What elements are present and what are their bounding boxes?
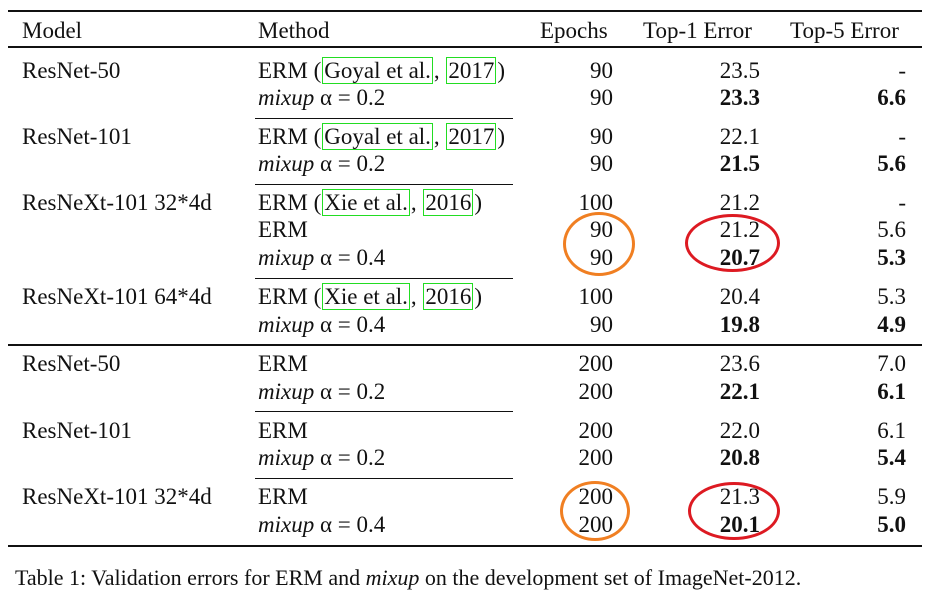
header-top-1-error: Top-1 Error xyxy=(643,18,752,43)
group-rule xyxy=(8,344,922,346)
method-cell: mixup α = 0.2 xyxy=(258,445,386,470)
citation-year-link[interactable]: 2016 xyxy=(425,190,472,215)
citation-author-link[interactable]: Xie et al. xyxy=(324,284,408,309)
top5-cell: 6.1 xyxy=(877,418,906,443)
top1-cell: 23.5 xyxy=(719,58,760,83)
citation-year-link[interactable]: 2016 xyxy=(425,284,472,309)
top1-cell: 21.2 xyxy=(719,190,760,215)
top5-cell: 5.9 xyxy=(877,484,906,509)
epochs-cell: 90 xyxy=(590,124,613,149)
subgroup-rule xyxy=(255,184,513,185)
bottom-rule xyxy=(8,545,922,547)
header-method: Method xyxy=(258,18,330,43)
top5-cell: 5.0 xyxy=(877,512,906,537)
epochs-cell: 90 xyxy=(590,85,613,110)
epochs-cell: 90 xyxy=(590,245,613,270)
epochs-cell: 200 xyxy=(578,351,613,376)
method-cell: mixup α = 0.2 xyxy=(258,151,386,176)
top1-cell: 21.2 xyxy=(719,217,760,242)
epochs-cell: 100 xyxy=(578,190,613,215)
top5-cell: 5.6 xyxy=(877,217,906,242)
method-cell: ERM ( Goyal et al. , 2017 ) xyxy=(258,58,506,83)
epochs-cell: 200 xyxy=(578,418,613,443)
model-cell: ResNet-101 xyxy=(22,124,132,149)
subgroup-rule xyxy=(255,118,513,119)
method-cell: ERM ( Xie et al. , 2016 ) xyxy=(258,190,483,215)
method-cell: mixup α = 0.2 xyxy=(258,379,386,404)
method-cell: ERM xyxy=(258,351,308,376)
citation-year-link[interactable]: 2017 xyxy=(448,124,495,149)
table-caption: Table 1: Validation errors for ERM and mixup on the development set of ImageNet-2012. xyxy=(15,565,802,590)
top5-cell: - xyxy=(898,58,906,83)
top5-cell: 5.6 xyxy=(877,151,906,176)
epochs-cell: 90 xyxy=(590,151,613,176)
top5-cell: - xyxy=(898,124,906,149)
orange-circle-annotation xyxy=(563,212,635,276)
header-top-5-error: Top-5 Error xyxy=(790,18,899,43)
epochs-cell: 90 xyxy=(590,217,613,242)
top1-cell: 22.1 xyxy=(719,124,760,149)
top1-cell: 20.8 xyxy=(719,445,760,470)
subgroup-rule xyxy=(255,278,513,279)
subgroup-rule xyxy=(255,411,513,412)
orange-circle-annotation xyxy=(560,481,630,541)
top-rule xyxy=(8,10,922,12)
epochs-cell: 90 xyxy=(590,58,613,83)
epochs-cell: 200 xyxy=(578,484,613,509)
method-cell: ERM xyxy=(258,418,308,443)
top1-cell: 23.3 xyxy=(719,85,760,110)
header-rule xyxy=(8,46,922,48)
epochs-cell: 200 xyxy=(578,512,613,537)
red-circle-annotation xyxy=(688,482,780,540)
method-cell: ERM ( Goyal et al. , 2017 ) xyxy=(258,124,506,149)
top5-cell: - xyxy=(898,190,906,215)
epochs-cell: 200 xyxy=(578,379,613,404)
citation-author-link[interactable]: Goyal et al. xyxy=(324,58,431,83)
top5-cell: 6.6 xyxy=(877,85,906,110)
top1-cell: 20.4 xyxy=(719,284,760,309)
citation-author-link[interactable]: Xie et al. xyxy=(324,190,408,215)
method-cell: ERM xyxy=(258,217,308,242)
epochs-cell: 90 xyxy=(590,312,613,337)
epochs-cell: 100 xyxy=(578,284,613,309)
top5-cell: 5.4 xyxy=(877,445,906,470)
method-cell: mixup α = 0.4 xyxy=(258,512,386,537)
top1-cell: 21.3 xyxy=(719,484,760,509)
subgroup-rule xyxy=(255,478,513,479)
top1-cell: 22.1 xyxy=(719,379,760,404)
method-cell: ERM xyxy=(258,484,308,509)
top1-cell: 21.5 xyxy=(719,151,760,176)
model-cell: ResNet-101 xyxy=(22,418,132,443)
method-cell: mixup α = 0.4 xyxy=(258,245,386,270)
model-cell: ResNeXt-101 32*4d xyxy=(22,484,212,509)
red-circle-annotation xyxy=(685,214,780,272)
top1-cell: 23.6 xyxy=(719,351,760,376)
top5-cell: 6.1 xyxy=(877,379,906,404)
top5-cell: 5.3 xyxy=(877,284,906,309)
header-model: Model xyxy=(22,18,83,43)
method-cell: mixup α = 0.2 xyxy=(258,85,386,110)
citation-year-link[interactable]: 2017 xyxy=(448,58,495,83)
method-cell: mixup α = 0.4 xyxy=(258,312,386,337)
epochs-cell: 200 xyxy=(578,445,613,470)
top1-cell: 22.0 xyxy=(719,418,760,443)
top1-cell: 20.7 xyxy=(719,245,760,270)
model-cell: ResNeXt-101 32*4d xyxy=(22,190,212,215)
method-cell: ERM ( Xie et al. , 2016 ) xyxy=(258,284,483,309)
model-cell: ResNet-50 xyxy=(22,58,121,83)
top5-cell: 7.0 xyxy=(877,351,906,376)
model-cell: ResNeXt-101 64*4d xyxy=(22,284,212,309)
model-cell: ResNet-50 xyxy=(22,351,121,376)
top1-cell: 19.8 xyxy=(719,312,760,337)
top5-cell: 5.3 xyxy=(877,245,906,270)
citation-author-link[interactable]: Goyal et al. xyxy=(324,124,431,149)
top1-cell: 20.1 xyxy=(719,512,760,537)
top5-cell: 4.9 xyxy=(877,312,906,337)
header-epochs: Epochs xyxy=(540,18,608,43)
